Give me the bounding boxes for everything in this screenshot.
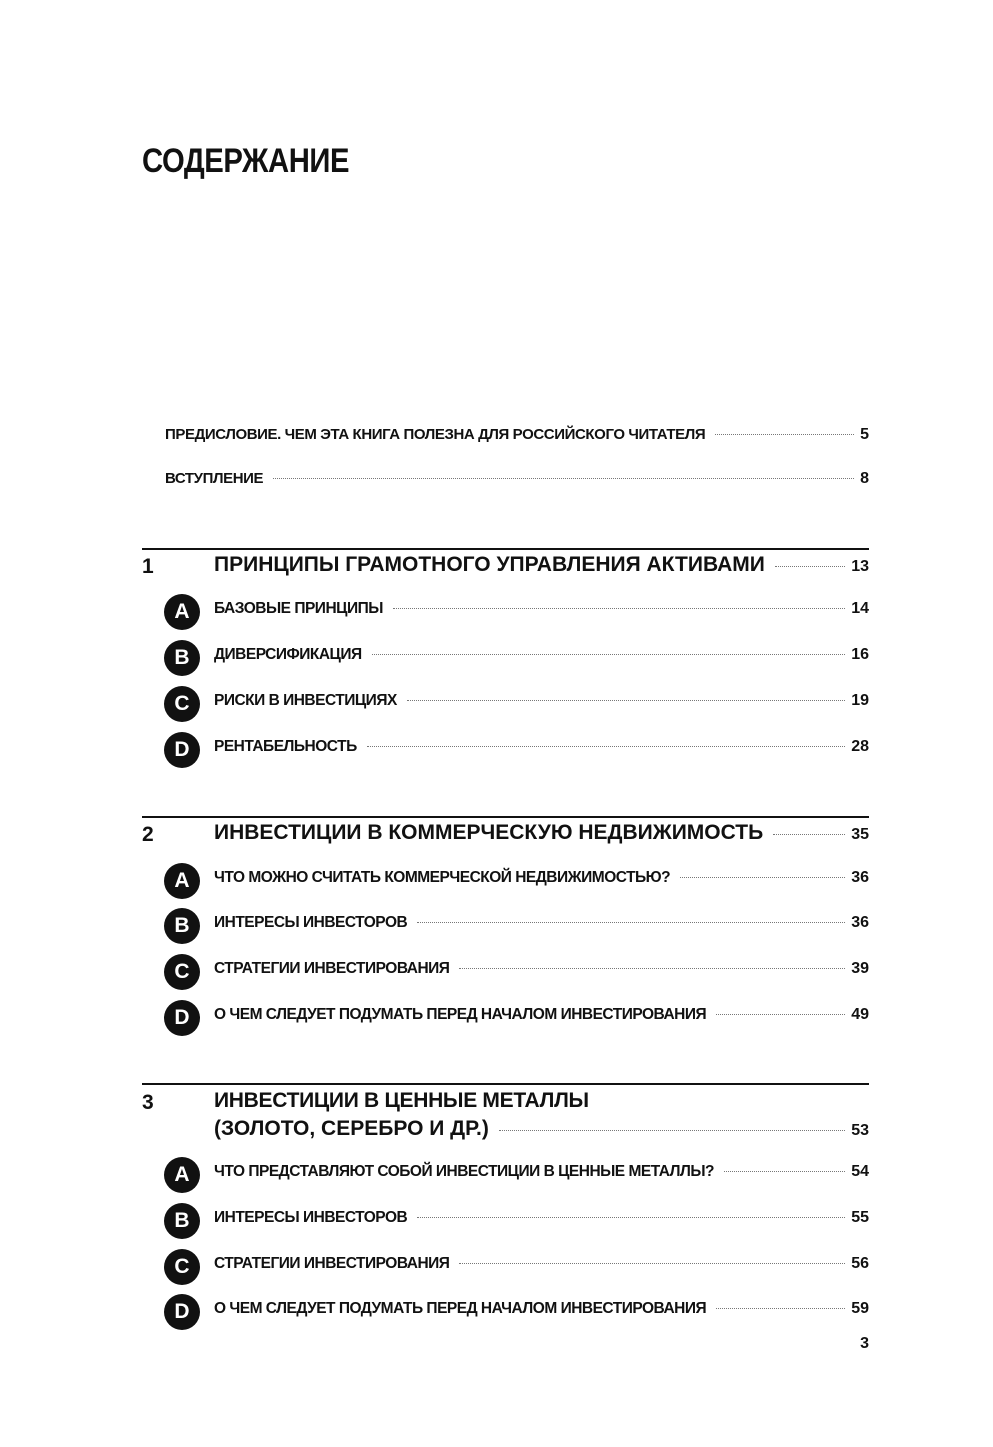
- chapter-title-line2: (ЗОЛОТО, СЕРЕБРО И ДР.): [214, 1117, 493, 1141]
- toc-entry-label: ВСТУПЛЕНИЕ: [165, 470, 267, 487]
- section-badge: D: [164, 1294, 200, 1330]
- section-badge: C: [164, 686, 200, 722]
- leader-dots: [459, 968, 845, 969]
- section-badge: B: [164, 1203, 200, 1239]
- chapter-heading: [214, 1117, 869, 1141]
- section-badge: A: [164, 594, 200, 630]
- chapter-divider: [142, 1083, 869, 1085]
- section-label: ЧТО ПРЕДСТАВЛЯЮТ СОБОЙ ИНВЕСТИЦИИ В ЦЕННЫЕ МЕТАЛЛЫ?: [214, 1163, 718, 1181]
- leader-dots: [499, 1130, 845, 1131]
- leader-dots: [459, 1263, 845, 1264]
- section-entry: [214, 1300, 869, 1318]
- leader-dots: [724, 1171, 845, 1172]
- chapter-title-line1: ИНВЕСТИЦИИ В ЦЕННЫЕ МЕТАЛЛЫ: [214, 1089, 589, 1112]
- section-entry: [214, 1163, 869, 1181]
- chapter-number: 2: [142, 823, 154, 846]
- chapter-page: 13: [851, 558, 869, 575]
- chapter-divider: [142, 548, 869, 550]
- section-label: ИНТЕРЕСЫ ИНВЕСТОРОВ: [214, 1209, 411, 1227]
- section-entry: [214, 738, 869, 756]
- section-entry: [214, 960, 869, 978]
- section-label: О ЧЕМ СЛЕДУЕТ ПОДУМАТЬ ПЕРЕД НАЧАЛОМ ИНВЕСТИРОВАНИЯ: [214, 1300, 710, 1318]
- toc-entry-label: ПРЕДИСЛОВИЕ. ЧЕМ ЭТА КНИГА ПОЛЕЗНА ДЛЯ РОССИЙСКОГО ЧИТАТЕЛЯ: [165, 426, 709, 443]
- leader-dots: [417, 922, 845, 923]
- section-page: 39: [851, 960, 869, 977]
- toc-entry-page: 5: [860, 426, 869, 443]
- section-entry: [214, 869, 869, 887]
- leader-dots: [393, 608, 845, 609]
- toc-entry-introduction: [165, 470, 869, 488]
- section-entry: [214, 914, 869, 932]
- section-label: ДИВЕРСИФИКАЦИЯ: [214, 646, 366, 664]
- section-badge: C: [164, 954, 200, 990]
- leader-dots: [407, 700, 845, 701]
- chapter-heading: [214, 553, 869, 577]
- section-page: 54: [851, 1163, 869, 1180]
- section-page: 59: [851, 1300, 869, 1317]
- chapter-title: ИНВЕСТИЦИИ В КОММЕРЧЕСКУЮ НЕДВИЖИМОСТЬ: [214, 821, 767, 845]
- page-title: СОДЕРЖАНИЕ: [142, 142, 350, 180]
- leader-dots: [680, 877, 845, 878]
- section-page: 49: [851, 1006, 869, 1023]
- section-badge: D: [164, 1000, 200, 1036]
- section-page: 36: [851, 914, 869, 931]
- section-page: 56: [851, 1255, 869, 1272]
- leader-dots: [372, 654, 846, 655]
- page-number: 3: [860, 1335, 869, 1352]
- section-page: 28: [851, 738, 869, 755]
- section-label: ЧТО МОЖНО СЧИТАТЬ КОММЕРЧЕСКОЙ НЕДВИЖИМОСТЬЮ?: [214, 869, 674, 887]
- section-label: ИНТЕРЕСЫ ИНВЕСТОРОВ: [214, 914, 411, 932]
- section-entry: [214, 1209, 869, 1227]
- section-entry: [214, 692, 869, 710]
- leader-dots: [716, 1014, 845, 1015]
- section-page: 36: [851, 869, 869, 886]
- section-page: 19: [851, 692, 869, 709]
- leader-dots: [273, 478, 854, 479]
- section-page: 16: [851, 646, 869, 663]
- toc-entry-preface: [165, 426, 869, 444]
- chapter-page: 53: [851, 1122, 869, 1139]
- chapter-title: ПРИНЦИПЫ ГРАМОТНОГО УПРАВЛЕНИЯ АКТИВАМИ: [214, 553, 769, 577]
- leader-dots: [417, 1217, 845, 1218]
- chapter-number: 3: [142, 1091, 154, 1114]
- leader-dots: [773, 834, 845, 835]
- chapter-divider: [142, 816, 869, 818]
- section-badge: A: [164, 1157, 200, 1193]
- section-label: СТРАТЕГИИ ИНВЕСТИРОВАНИЯ: [214, 1255, 453, 1273]
- section-label: РЕНТАБЕЛЬНОСТЬ: [214, 738, 361, 756]
- leader-dots: [715, 434, 854, 435]
- leader-dots: [367, 746, 845, 747]
- section-label: О ЧЕМ СЛЕДУЕТ ПОДУМАТЬ ПЕРЕД НАЧАЛОМ ИНВЕСТИРОВАНИЯ: [214, 1006, 710, 1024]
- leader-dots: [775, 566, 845, 567]
- section-badge: C: [164, 1249, 200, 1285]
- toc-entry-page: 8: [860, 470, 869, 487]
- section-label: РИСКИ В ИНВЕСТИЦИЯХ: [214, 692, 401, 710]
- section-entry: [214, 646, 869, 664]
- section-badge: B: [164, 908, 200, 944]
- section-entry: [214, 1006, 869, 1024]
- chapter-heading: [214, 821, 869, 845]
- section-badge: B: [164, 640, 200, 676]
- leader-dots: [716, 1308, 845, 1309]
- section-page: 55: [851, 1209, 869, 1226]
- section-label: БАЗОВЫЕ ПРИНЦИПЫ: [214, 600, 387, 618]
- chapter-page: 35: [851, 826, 869, 843]
- chapter-number: 1: [142, 555, 154, 578]
- section-page: 14: [851, 600, 869, 617]
- section-label: СТРАТЕГИИ ИНВЕСТИРОВАНИЯ: [214, 960, 453, 978]
- section-badge: A: [164, 863, 200, 899]
- section-badge: D: [164, 732, 200, 768]
- section-entry: [214, 1255, 869, 1273]
- section-entry: [214, 600, 869, 618]
